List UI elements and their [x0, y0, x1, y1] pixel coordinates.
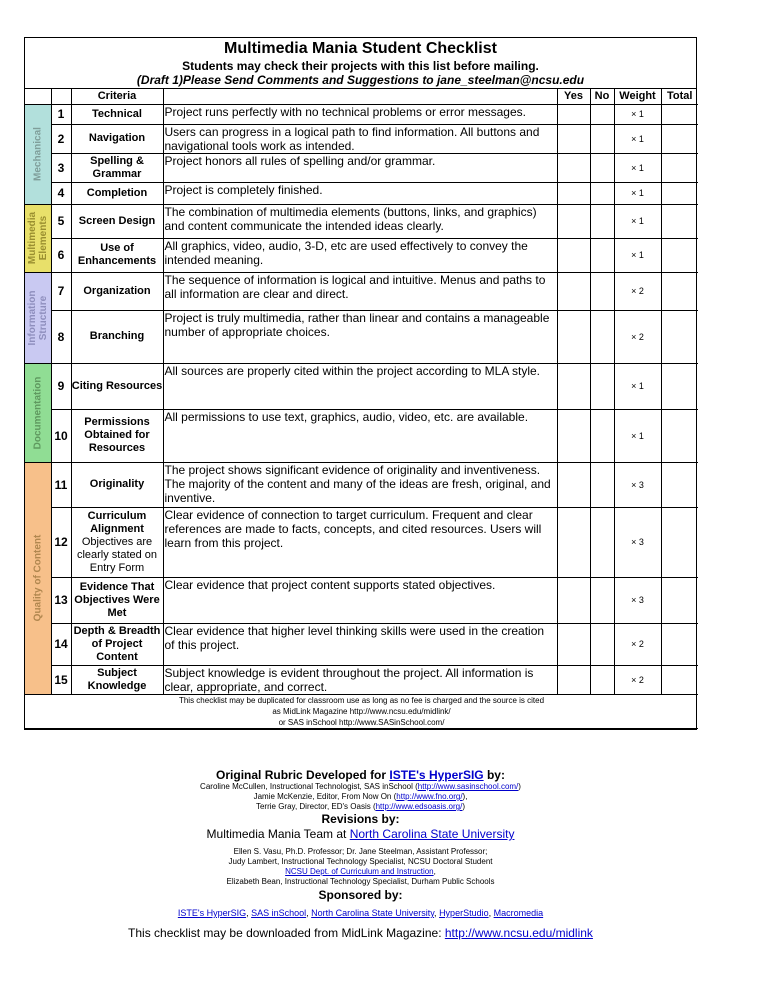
criterion-name: Completion — [71, 182, 163, 204]
yes-checkbox-cell[interactable] — [557, 204, 590, 238]
edsoasis-link[interactable]: http://www.edsoasis.org/ — [375, 802, 463, 811]
yes-checkbox-cell[interactable] — [557, 409, 590, 462]
criterion-number: 9 — [51, 363, 71, 409]
criterion-description: Users can progress in a logical path to find information. All buttons and navigational tools work as intended. — [163, 124, 557, 153]
table-footer-note: This checklist may be duplicated for classroom use as long as no fee is charged and the source is cited as MidLink Magazine http://www.ncsu.edu/midlink/ or SAS inSchool http://www.SASinSchool.com/ — [25, 694, 698, 728]
yes-checkbox-cell[interactable] — [557, 310, 590, 363]
no-checkbox-cell[interactable] — [590, 204, 614, 238]
yes-checkbox-cell[interactable] — [557, 124, 590, 153]
total-cell[interactable] — [661, 409, 698, 462]
category-header — [25, 89, 51, 104]
weight-value: × 1 — [614, 409, 661, 462]
checklist-header — [25, 38, 696, 89]
category-label: Documentation — [32, 376, 44, 449]
total-cell[interactable] — [661, 363, 698, 409]
criterion-description: Subject knowledge is evident throughout the project. All information is clear, appropriate, and correct. — [163, 665, 557, 694]
criterion-name: Subject Knowledge — [71, 665, 163, 694]
total-cell[interactable] — [661, 623, 698, 665]
criterion-description: The combination of multimedia elements (buttons, links, and graphics) and content communicate the intended ideas clearly. — [163, 204, 557, 238]
total-cell[interactable] — [661, 204, 698, 238]
no-checkbox-cell[interactable] — [590, 409, 614, 462]
no-checkbox-cell[interactable] — [590, 124, 614, 153]
category-information-structure — [25, 272, 51, 363]
criterion-name: Navigation — [71, 124, 163, 153]
credits-section — [24, 768, 697, 941]
total-cell[interactable] — [661, 182, 698, 204]
criterion-description: Project is completely finished. — [163, 182, 557, 204]
iste-hypersig-link[interactable]: ISTE's HyperSIG — [389, 768, 484, 782]
criterion-row — [25, 363, 698, 409]
revisions-title: Revisions by: — [321, 812, 400, 826]
revision-line-3: NCSU Dept. of Curriculum and Instruction, — [285, 867, 436, 876]
criterion-number: 1 — [51, 104, 71, 124]
criterion-note: Objectives are clearly stated on Entry Form — [76, 535, 158, 574]
total-cell[interactable] — [661, 577, 698, 623]
yes-checkbox-cell[interactable] — [557, 665, 590, 694]
category-label: Quality of Content — [32, 534, 44, 622]
criterion-description: The sequence of information is logical and intuitive. Menus and paths to all information are clear and direct. — [163, 272, 557, 310]
checklist-table — [25, 89, 698, 729]
weight-value: × 3 — [614, 462, 661, 507]
criterion-number: 5 — [51, 204, 71, 238]
revision-line-2: Judy Lambert, Instructional Technology Specialist, NCSU Doctoral Student — [228, 857, 493, 866]
category-label: Information Structure — [26, 290, 49, 345]
yes-checkbox-cell[interactable] — [557, 272, 590, 310]
criterion-row — [25, 153, 698, 182]
criterion-description: All permissions to use text, graphics, audio, video, etc. are available. — [163, 409, 557, 462]
criterion-row — [25, 204, 698, 238]
criterion-row — [25, 238, 698, 272]
weight-value: × 1 — [614, 238, 661, 272]
revision-line-1: Ellen S. Vasu, Ph.D. Professor; Dr. Jane Steelman, Assistant Professor; — [233, 847, 488, 856]
yes-checkbox-cell[interactable] — [557, 462, 590, 507]
criterion-number: 14 — [51, 623, 71, 665]
column-header-row — [25, 89, 698, 104]
weight-value: × 1 — [614, 124, 661, 153]
total-cell[interactable] — [661, 507, 698, 577]
criterion-number: 11 — [51, 462, 71, 507]
criterion-name: Use of Enhancements — [71, 238, 163, 272]
checklist-sheet — [24, 37, 697, 730]
sponsored-title: Sponsored by: — [318, 888, 403, 902]
weight-value: × 1 — [614, 153, 661, 182]
criterion-number: 3 — [51, 153, 71, 182]
yes-checkbox-cell[interactable] — [557, 623, 590, 665]
criterion-description: Clear evidence that project content supports stated objectives. — [163, 577, 557, 623]
sasinschool-link[interactable]: http://www.sasinschool.com/ — [417, 782, 519, 791]
criterion-number: 8 — [51, 310, 71, 363]
criterion-row — [25, 507, 698, 577]
weight-value: × 2 — [614, 665, 661, 694]
fno-link[interactable]: http://www.fno.org/ — [396, 792, 463, 801]
ncsu-ci-link[interactable]: NCSU Dept. of Curriculum and Instruction — [285, 867, 434, 876]
sponsor-link[interactable]: SAS inSchool — [251, 908, 307, 918]
criterion-name: Spelling & Grammar — [71, 153, 163, 182]
total-cell[interactable] — [661, 665, 698, 694]
yes-checkbox-cell[interactable] — [557, 577, 590, 623]
total-cell[interactable] — [661, 272, 698, 310]
criterion-name: Depth & Breadth of Project Content — [71, 623, 163, 665]
no-checkbox-cell[interactable] — [590, 272, 614, 310]
weight-value: × 1 — [614, 182, 661, 204]
criterion-number: 10 — [51, 409, 71, 462]
criterion-row — [25, 182, 698, 204]
no-checkbox-cell[interactable] — [590, 665, 614, 694]
criterion-name: Technical — [71, 104, 163, 124]
no-checkbox-cell[interactable] — [590, 462, 614, 507]
category-documentation — [25, 363, 51, 462]
criterion-number: 6 — [51, 238, 71, 272]
midlink-download-link[interactable]: http://www.ncsu.edu/midlink — [444, 926, 593, 940]
criterion-name: Evidence That Objectives Were Met — [71, 577, 163, 623]
total-cell[interactable] — [661, 124, 698, 153]
weight-header: Weight — [614, 89, 661, 104]
criterion-description: All graphics, video, audio, 3-D, etc are used effectively to convey the intended meaning. — [163, 238, 557, 272]
weight-value: × 3 — [614, 577, 661, 623]
total-cell[interactable] — [661, 462, 698, 507]
criterion-row — [25, 665, 698, 694]
yes-checkbox-cell[interactable] — [557, 507, 590, 577]
sponsor-link[interactable]: North Carolina State University — [311, 908, 435, 918]
total-cell[interactable] — [661, 238, 698, 272]
category-label: Mechanical — [32, 127, 44, 181]
no-checkbox-cell[interactable] — [590, 238, 614, 272]
criterion-number: 4 — [51, 182, 71, 204]
criterion-number: 7 — [51, 272, 71, 310]
subtitle: Students may check their projects with this list before mailing. — [182, 59, 539, 73]
no-checkbox-cell[interactable] — [590, 577, 614, 623]
criterion-name: Citing Resources — [71, 363, 163, 409]
sponsors-line: ISTE's HyperSIG, SAS inSchool, North Carolina State University, HyperStudio, Macromedia — [177, 908, 544, 918]
team-line: Multimedia Mania Team at North Carolina State University — [206, 827, 515, 841]
criterion-row — [25, 577, 698, 623]
yes-checkbox-cell[interactable] — [557, 182, 590, 204]
category-label: Multimedia Elements — [26, 211, 49, 265]
criterion-number: 15 — [51, 665, 71, 694]
no-header: No — [590, 89, 614, 104]
criterion-description: Clear evidence that higher level thinking skills were used in the creation of this project. — [163, 623, 557, 665]
original-rubric-line: Original Rubric Developed for ISTE's HyperSIG by: — [216, 768, 505, 782]
no-checkbox-cell[interactable] — [590, 153, 614, 182]
total-header: Total — [661, 89, 698, 104]
category-quality-of-content — [25, 462, 51, 694]
criterion-name: Curriculum Alignment Objectives are clearly stated on Entry Form — [71, 507, 163, 577]
no-checkbox-cell[interactable] — [590, 507, 614, 577]
criterion-row — [25, 462, 698, 507]
total-cell[interactable] — [661, 153, 698, 182]
criteria-header: Criteria — [71, 89, 163, 104]
weight-value: × 1 — [614, 104, 661, 124]
credit-line-1: Caroline McCullen, Instructional Technologist, SAS inSchool (http://www.sasinschool.com/) — [200, 782, 521, 791]
category-multimedia-elements — [25, 204, 51, 272]
yes-checkbox-cell[interactable] — [557, 104, 590, 124]
weight-value: × 3 — [614, 507, 661, 577]
criterion-description: Clear evidence of connection to target curriculum. Frequent and clear references are made to facts, concepts, and cited resources. Users will learn from this project. — [163, 507, 557, 577]
ncsu-link[interactable]: North Carolina State University — [349, 827, 515, 841]
criterion-row — [25, 623, 698, 665]
weight-value: × 2 — [614, 272, 661, 310]
criterion-number: 2 — [51, 124, 71, 153]
weight-value: × 2 — [614, 623, 661, 665]
criterion-row — [25, 272, 698, 310]
criterion-name: Branching — [71, 310, 163, 363]
yes-checkbox-cell[interactable] — [557, 363, 590, 409]
yes-checkbox-cell[interactable] — [557, 153, 590, 182]
no-checkbox-cell[interactable] — [590, 182, 614, 204]
criterion-description: Project honors all rules of spelling and/or grammar. — [163, 153, 557, 182]
criterion-row — [25, 104, 698, 124]
category-mechanical — [25, 104, 51, 204]
weight-value: × 2 — [614, 310, 661, 363]
criterion-name: Screen Design — [71, 204, 163, 238]
criterion-number: 13 — [51, 577, 71, 623]
credit-line-2: Jamie McKenzie, Editor, From Now On (http://www.fno.org/), — [253, 792, 468, 801]
criterion-row — [25, 409, 698, 462]
sponsor-link[interactable]: Macromedia — [493, 908, 544, 918]
criterion-description: All sources are properly cited within the project according to MLA style. — [163, 363, 557, 409]
criterion-number: 12 — [51, 507, 71, 577]
yes-checkbox-cell[interactable] — [557, 238, 590, 272]
criterion-name: Organization — [71, 272, 163, 310]
total-cell[interactable] — [661, 104, 698, 124]
weight-value: × 1 — [614, 204, 661, 238]
criterion-row — [25, 310, 698, 363]
criterion-name: Originality — [71, 462, 163, 507]
criterion-name: Permissions Obtained for Resources — [71, 409, 163, 462]
criterion-row — [25, 124, 698, 153]
no-checkbox-cell[interactable] — [590, 310, 614, 363]
no-checkbox-cell[interactable] — [590, 104, 614, 124]
revision-line-4: Elizabeth Bean, Instructional Technology Specialist, Durham Public Schools — [226, 877, 495, 886]
criterion-description: Project runs perfectly with no technical problems or error messages. — [163, 104, 557, 124]
download-line: This checklist may be downloaded from MidLink Magazine: http://www.ncsu.edu/midlink — [128, 926, 593, 940]
draft-note: (Draft 1)Please Send Comments and Suggestions to jane_steelman@ncsu.edu — [136, 73, 585, 87]
page-title: Multimedia Mania Student Checklist — [224, 40, 497, 57]
yes-header: Yes — [557, 89, 590, 104]
no-checkbox-cell[interactable] — [590, 623, 614, 665]
number-header — [51, 89, 71, 104]
sponsor-link[interactable]: ISTE's HyperSIG — [177, 908, 247, 918]
no-checkbox-cell[interactable] — [590, 363, 614, 409]
description-header — [163, 89, 557, 104]
total-cell[interactable] — [661, 310, 698, 363]
criterion-description: The project shows significant evidence of originality and inventiveness. The majority of the content and many of the ideas are fresh, original, and inventive. — [163, 462, 557, 507]
criterion-description: Project is truly multimedia, rather than linear and contains a manageable number of appropriate choices. — [163, 310, 557, 363]
weight-value: × 1 — [614, 363, 661, 409]
sponsor-link[interactable]: HyperStudio — [439, 908, 489, 918]
credit-line-3: Terrie Gray, Director, ED's Oasis (http://www.edsoasis.org/) — [255, 802, 465, 811]
